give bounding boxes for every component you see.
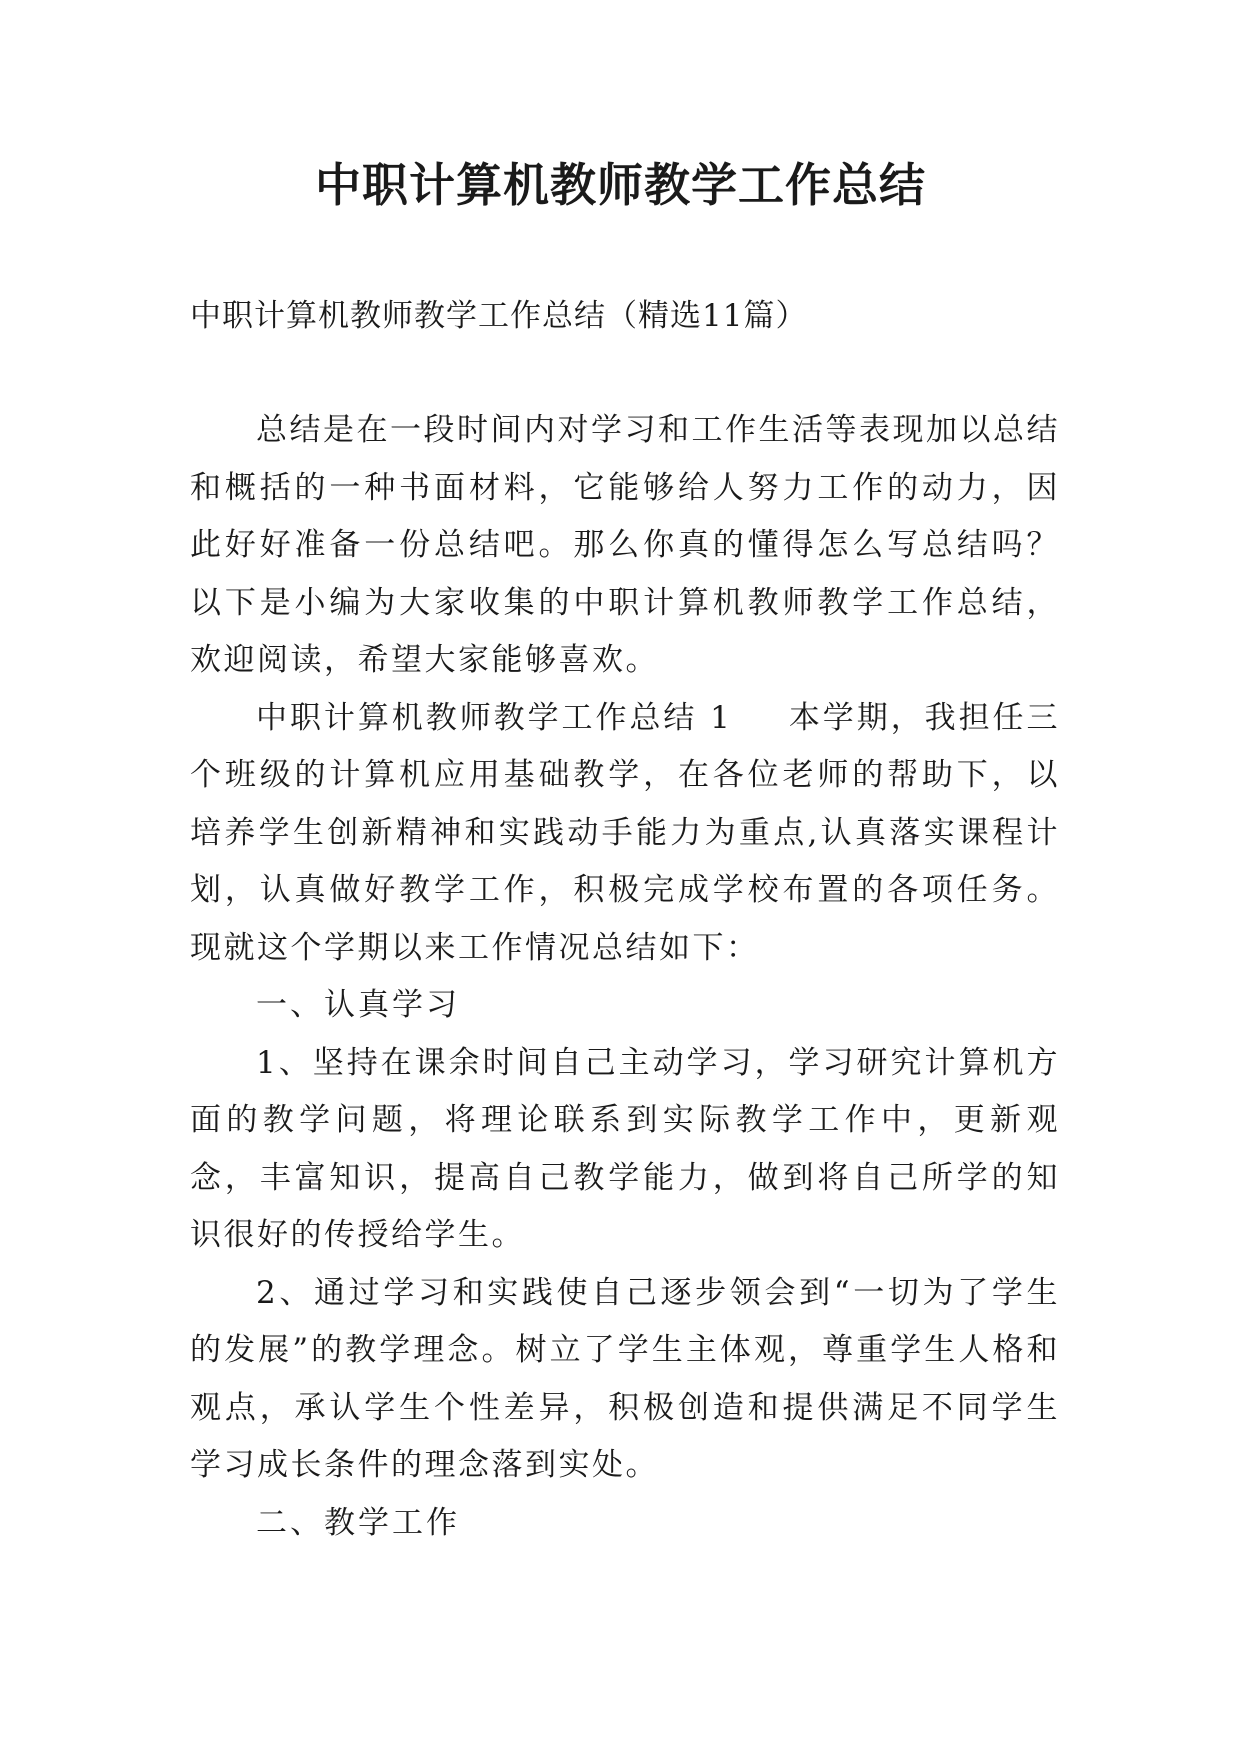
document-title: 中职计算机教师教学工作总结 — [315, 158, 926, 212]
document-subtitle: 中职计算机教师教学工作总结（精选11篇） — [190, 298, 808, 334]
document-body — [190, 402, 1060, 1552]
intro-paragraph: 总结是在一段时间内对学习和工作生活等表现加以总结和概括的一种书面材料，它能够给人努力工作的动力，因此好好准备一份总结吧。那么你真的懂得怎么写总结吗？以下是小编为大家收集的中职计算机教师教学工作总结，欢迎阅读，希望大家能够喜欢。 — [190, 412, 1060, 678]
study-item-2: 2、通过学习和实践使自己逐步领会到“一切为了学生的发展”的教学理念。树立了学生主体观，尊重学生人格和观点，承认学生个性差异，积极创造和提供满足不同学生学习成长条件的理念落到实处。 — [190, 1274, 1060, 1483]
heading-study: 一、认真学习 — [256, 987, 460, 1023]
section-label: 中职计算机教师教学工作总结 1 — [256, 699, 733, 736]
heading-teaching: 二、教学工作 — [256, 1504, 460, 1541]
section-1-paragraph — [190, 690, 1060, 978]
study-item-1: 1、坚持在课余时间自己主动学习，学习研究计算机方面的教学问题，将理论联系到实际教学工作中，更新观念，丰富知识，提高自己教学能力，做到将自己所学的知识很好的传授给学生。 — [190, 1044, 1060, 1253]
section-1-text: 本学期，我担任三个班级的计算机应用基础教学，在各位老师的帮助下，以培养学生创新精神和实践动手能力为重点,认真落实课程计划，认真做好教学工作，积极完成学校布置的各项任务。现就这个学期以来工作情况总结如下： — [190, 699, 1060, 966]
